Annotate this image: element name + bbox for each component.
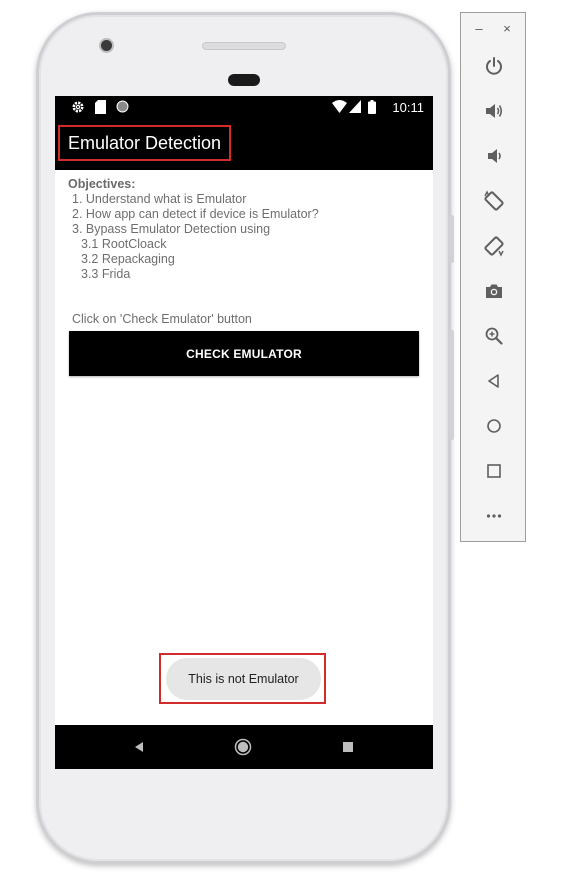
power-side-button [449,215,454,263]
status-time: 10:11 [392,100,424,115]
app-title: Emulator Detection [58,125,231,161]
status-bar [55,96,433,120]
toast-message: This is not Emulator [166,658,321,700]
objective-subitem: 3.1 RootCloack [81,237,167,251]
wifi-icon [332,100,347,117]
close-button[interactable]: × [503,21,511,36]
camera-icon[interactable] [480,277,508,305]
signal-icon [349,100,361,117]
volume-down-icon[interactable] [480,142,508,170]
sd-card-icon [95,100,106,118]
volume-up-icon[interactable] [480,97,508,125]
app-bar [55,120,433,170]
instruction-text: Click on 'Check Emulator' button [72,312,252,326]
zoom-icon[interactable] [480,322,508,350]
power-icon[interactable] [480,52,508,80]
objective-subitem: 3.3 Frida [81,267,131,281]
emulator-toolbar [460,12,526,542]
battery-icon [368,100,376,118]
main-content [55,170,433,725]
home-icon[interactable] [480,412,508,440]
speaker-grille [202,42,286,50]
overview-icon[interactable] [480,457,508,485]
objective-item: 2. How app can detect if device is Emulator? [72,207,319,221]
back-icon[interactable] [480,367,508,395]
gear-icon [71,100,85,118]
volume-side-button [449,330,454,440]
earpiece [228,74,260,86]
back-icon[interactable] [127,735,151,759]
more-icon[interactable] [480,502,508,530]
rotate-left-icon[interactable] [480,187,508,215]
home-icon[interactable] [231,735,255,759]
rotate-right-icon[interactable] [480,232,508,260]
check-emulator-button[interactable]: CHECK EMULATOR [69,331,419,376]
recents-icon[interactable] [336,735,360,759]
sync-circle-icon [116,100,129,117]
navigation-bar [55,725,433,769]
objective-item: 3. Bypass Emulator Detection using [72,222,271,236]
objective-subitem: 3.2 Repackaging [81,252,175,266]
objectives-heading: Objectives: [68,177,136,191]
front-camera [99,38,114,53]
objective-item: 1. Understand what is Emulator [72,192,247,206]
minimize-button[interactable]: – [475,21,483,36]
